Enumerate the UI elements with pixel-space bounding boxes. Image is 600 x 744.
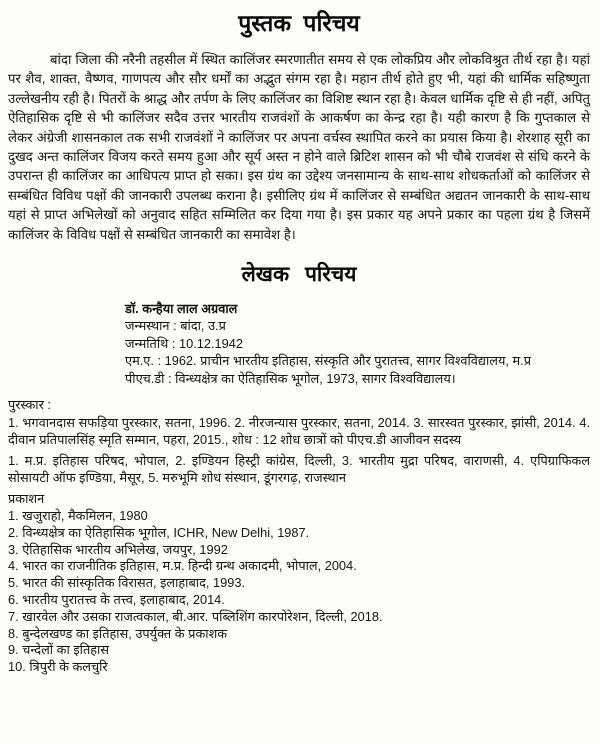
memberships-text: 1. म.प्र. इतिहास परिषद, भोपाल, 2. इण्डियन हिस्ट्री कांग्रेस, दिल्ली, 3. भारतीय मुद्रा परिषद, वाराणसी, 4. एपिग्राफिकल सोसायटी ऑफ इण्डिया, मैसूर, 5. मरुभूमि शोध संस्थान, डूंगरगढ़, राजस्थान [8, 453, 590, 486]
publications-list [8, 508, 590, 676]
page-title: पुस्तक परिचय [238, 10, 360, 36]
awards-text: 1. भगवानदास सफड़िया पुरस्कार, सतना, 1996. 2. नीरजन्यास पुरस्कार, सतना, 2014. 3. सारस्वत पुरस्कार, झांसी, 2014. 4. दीवान प्रतिपालसिंह स्मृति सम्मान, पहरा, 2015., शोध : 12 शोध छात्रों को पीएच.डी आजीवन सदस्य [8, 415, 590, 448]
publication-item: 6. भारतीय पुरातत्त्व के तत्त्व, इलाहाबाद, 2014. [8, 592, 225, 608]
author-section-heading: लेखक परिचय [241, 263, 357, 287]
publication-item: 7. खारवेल और उसका राजत्वकाल, बी.आर. पब्लिशिंग कारपोरेशन, दिल्ली, 2018. [8, 608, 383, 624]
author-phd-degree: पीएच.डी : विन्ध्यक्षेत्र का ऐतिहासिक भूगोल, 1973, सागर विश्वविद्यालय। [125, 370, 456, 386]
awards-label: पुरस्कार : [8, 397, 51, 413]
author-name: डॉ. कन्हैया लाल अग्रवाल [125, 301, 238, 317]
publication-item: 10. त्रिपुरी के कलचुरि [8, 659, 108, 675]
publication-item: 5. भारत की सांस्कृतिक विरासत, इलाहाबाद, 1993. [8, 575, 246, 591]
publication-item: 3. ऐतिहासिक भारतीय अभिलेख, जयपुर, 1992 [8, 541, 228, 557]
author-details-block [125, 300, 590, 387]
author-ma-degree: एम.ए. : 1962. प्राचीन भारतीय इतिहास, संस्कृति और पुरातत्त्व, सागर विश्वविद्यालय, म.प्र [125, 353, 531, 369]
publication-item: 2. विन्ध्यक्षेत्र का ऐतिहासिक भूगोल, ICHR, New Delhi, 1987. [8, 524, 310, 540]
publications-label: प्रकाशन [8, 491, 45, 507]
intro-paragraph: बांदा जिला की नरैनी तहसील में स्थित कालिंजर स्मरणातीत समय से एक लोकप्रिय और लोकविश्रुत तीर्थ रहा है। यहां पर शैव, शाक्त, वैष्णव, गाणपत्य और सौर धर्मों का अद्भुत संगम रहा है। महान तीर्थ होते हुए भी, यहां की धार्मिक सहिष्णुता उल्लेखनीय रही है। पितरों के श्राद्ध और तर्पण के लिए कालिंजर का विशिष्ट स्थान रहा है। केवल धार्मिक दृष्टि से ही नहीं, अपितु ऐतिहासिक दृष्टि से भी कालिंजर सदैव उत्तर भारतीय राजवंशों के आकर्षण का केन्द्र रहा है। यही कारण है कि गुप्तकाल से लेकर अंग्रेजी शासनकाल तक सभी राजवंशों ने कालिंजर पर अपना वर्चस्व स्थापित करने का प्रयास किया है। शेरशाह सूरी का दुखद अन्त कालिंजर विजय करते समय हुआ और सूर्य अस्त न होने वाले ब्रिटिश शासन को भी चौबे राजवंश से संधि करने के उपरान्त ही कालिंजर का आधिपत्य प्राप्त हो सका। इस ग्रंथ का उद्देश्य जनसामान्य के साथ-साथ शोधकर्ताओं को कालिंजर से सम्बंधित विविध पक्षों की जानकारी उपलब्ध कराना है। इसीलिए ग्रंथ में कालिंजर से सम्बंधित अद्यतन जानकारी के साथ-साथ यहां से प्राप्त अभिलेखों को अनुवाद सहित सम्मिलित कर दिया गया है। इस प्रकार यह अपने प्रकार का पहला ग्रंथ है जिसमें कालिंजर के विविध पक्षों से सम्बंधित जानकारी का समावेश है। [8, 52, 590, 242]
publication-item: 1. खजुराहो, मैकमिलन, 1980 [8, 508, 148, 524]
author-birthplace: जन्मस्थान : बांदा, उ.प्र [125, 318, 226, 334]
author-birthdate: जन्मतिथि : 10.12.1942 [125, 335, 244, 351]
publication-item: 9. चन्देलों का इतिहास [8, 642, 109, 658]
publication-item: 8. बुन्देलखण्ड का इतिहास, उपर्युक्त के प्रकाशक [8, 625, 228, 641]
publication-item: 4. भारत का राजनीतिक इतिहास, म.प्र. हिन्दी ग्रन्थ अकादमी, भोपाल, 2004. [8, 558, 357, 574]
